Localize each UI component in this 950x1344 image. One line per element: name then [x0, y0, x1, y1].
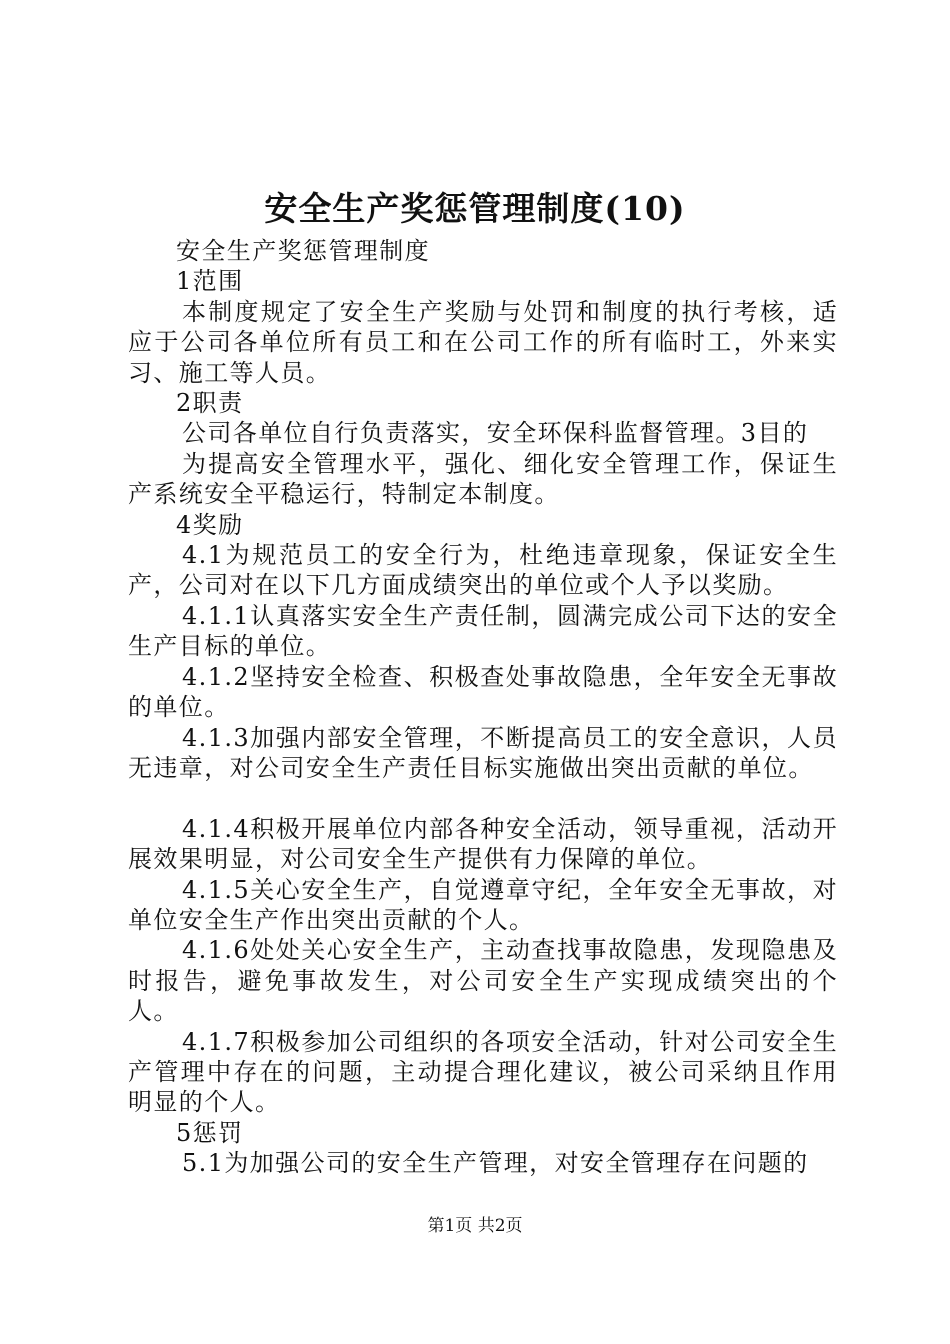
paragraph: 公司各单位自行负责落实，安全环保科监督管理。3目的	[182, 419, 809, 448]
paragraph: 4.1为规范员工的安全行为，杜绝违章现象，保证安全生产，公司对在以下几方面成绩突出的单位或个人予以奖励。	[128, 541, 838, 600]
paragraph: 5.1为加强公司的安全生产管理，对安全管理存在问题的	[182, 1149, 809, 1178]
paragraph: 4.1.7积极参加公司组织的各项安全活动，针对公司安全生产管理中存在的问题，主动提合理化建议，被公司采纳且作用明显的个人。	[128, 1027, 838, 1117]
paragraph: 本制度规定了安全生产奖励与处罚和制度的执行考核，适应于公司各单位所有员工和在公司工作的所有临时工，外来实习、施工等人员。	[128, 297, 838, 387]
paragraph: 为提高安全管理水平，强化、细化安全管理工作，保证生产系统安全平稳运行，特制定本制度。	[128, 449, 838, 509]
document-body	[128, 236, 838, 1179]
document-title: 安全生产奖惩管理制度(10)	[264, 189, 686, 228]
paragraph: 4.1.1认真落实安全生产责任制，圆满完成公司下达的安全生产目标的单位。	[128, 601, 838, 661]
paragraph: 1范围	[176, 267, 244, 296]
paragraph: 4.1.5关心安全生产，自觉遵章守纪，全年安全无事故，对单位安全生产作出突出贡献的个人。	[128, 875, 838, 934]
paragraph: 4.1.3加强内部安全管理，不断提高员工的安全意识，人员无违章，对公司安全生产责任目标实施做出突出贡献的单位。	[128, 723, 838, 782]
page-footer: 第1页 共2页	[427, 1216, 523, 1236]
paragraph: 安全生产奖惩管理制度	[176, 237, 430, 265]
paragraph: 4.1.4积极开展单位内部各种安全活动，领导重视，活动开展效果明显，对公司安全生产提供有力保障的单位。	[128, 814, 838, 874]
paragraph: 4.1.2坚持安全检查、积极查处事故隐患，全年安全无事故的单位。	[128, 662, 838, 722]
paragraph: 4.1.6处处关心安全生产，主动查找事故隐患，发现隐患及时报告，避免事故发生，对公司安全生产实现成绩突出的个人。	[128, 936, 838, 1026]
paragraph: 5惩罚	[176, 1118, 244, 1147]
paragraph: 4奖励	[176, 510, 244, 539]
blank-line	[128, 783, 838, 813]
paragraph: 2职责	[176, 389, 244, 418]
